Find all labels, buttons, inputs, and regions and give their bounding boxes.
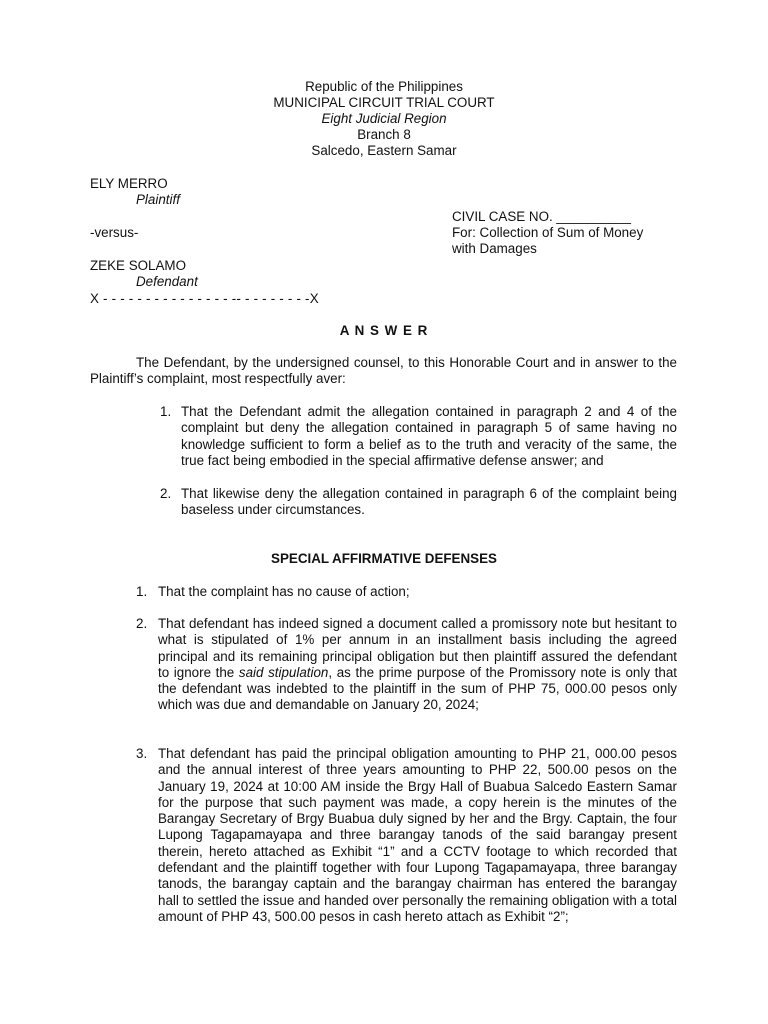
defense-3-number: 3. <box>136 746 148 761</box>
caption-separator: X - - - - - - - - - - - - - - - -- - - - - - - - -X <box>90 291 319 306</box>
intro-paragraph: The Defendant, by the undersigned counsel, to this Honorable Court and in answer to the Plaintiff’s complaint, most respectfully aver: <box>90 355 677 387</box>
plaintiff-name: ELY MERRO <box>90 176 168 191</box>
defense-2-text-italic: said stipulation <box>238 664 329 680</box>
defense-2-text <box>158 616 677 714</box>
versus-label: -versus- <box>90 225 139 240</box>
header-court: MUNICIPAL CIRCUIT TRIAL COURT <box>273 95 495 110</box>
case-nature-line1: For: Collection of Sum of Money <box>452 225 644 240</box>
defense-2-number: 2. <box>136 616 148 631</box>
header-branch: Branch 8 <box>357 127 411 142</box>
defense-2-text-part2: , as the prime purpose of the Promissory note is only that the defendant was indebted to the plaintiff in the sum of PHP 75, 000.00 pesos only which was due and demandable on January 20, 2024; <box>158 664 677 713</box>
answer-1-number: 1. <box>160 404 172 419</box>
defendant-name: ZEKE SOLAMO <box>90 258 186 273</box>
case-number: CIVIL CASE NO. __________ <box>452 209 631 224</box>
defense-1-number: 1. <box>136 584 148 599</box>
defense-1-text: That the complaint has no cause of action; <box>158 584 410 599</box>
header-republic: Republic of the Philippines <box>305 79 463 94</box>
defendant-role: Defendant <box>136 274 198 289</box>
defense-3-text: That defendant has paid the principal obligation amounting to PHP 21, 000.00 pesos and the annual interest of three years amounting to PHP 22, 500.00 pesos on the January 19, 2024 at 10:00 AM inside the Brgy Hall of Buabua Salcedo Eastern Samar for the purpose that such payment was made, a copy herein is the minutes of the Barangay Secretary of Brgy Buabua duly signed by her and the Brgy. Captain, the four Lupong Tagapamayapa and three barangay tanods of the said barangay present therein, hereto attached as Exhibit “1” and a CCTV footage to which recorded that defendant and the plaintiff together with four Lupong Tagapamayapa, three barangay tanods, the barangay captain and the barangay chairman has entered the barangay hall to settled the issue and handed over personally the remaining obligation with a total amount of PHP 43, 500.00 pesos in cash hereto attach as Exhibit “2”; <box>158 746 677 924</box>
answer-2-text: That likewise deny the allegation contained in paragraph 6 of the complaint being baseless under circumstances. <box>181 486 677 518</box>
defense-2-text-part1: That defendant has indeed signed a document called a promissory note but hesitant to what is stipulated of 1% per annum in an installment basis including the agreed principal and its remaining principal obligation but then plaintiff assured the defendant to ignore the <box>158 616 677 680</box>
plaintiff-role: Plaintiff <box>136 192 180 207</box>
case-nature-line2: with Damages <box>452 241 537 256</box>
header-location: Salcedo, Eastern Samar <box>311 143 457 158</box>
defenses-heading: SPECIAL AFFIRMATIVE DEFENSES <box>271 551 497 566</box>
header-region: Eight Judicial Region <box>321 111 447 126</box>
answer-1-text: That the Defendant admit the allegation contained in paragraph 2 and 4 of the complaint but deny the allegation contained in paragraph 5 of same having no knowledge sufficient to form a belief as to the truth and veracity of the same, the true fact being embodied in the special affirmative defense answer; and <box>181 404 677 468</box>
document-title: A N S W E R <box>339 323 429 338</box>
answer-2-number: 2. <box>160 486 172 501</box>
